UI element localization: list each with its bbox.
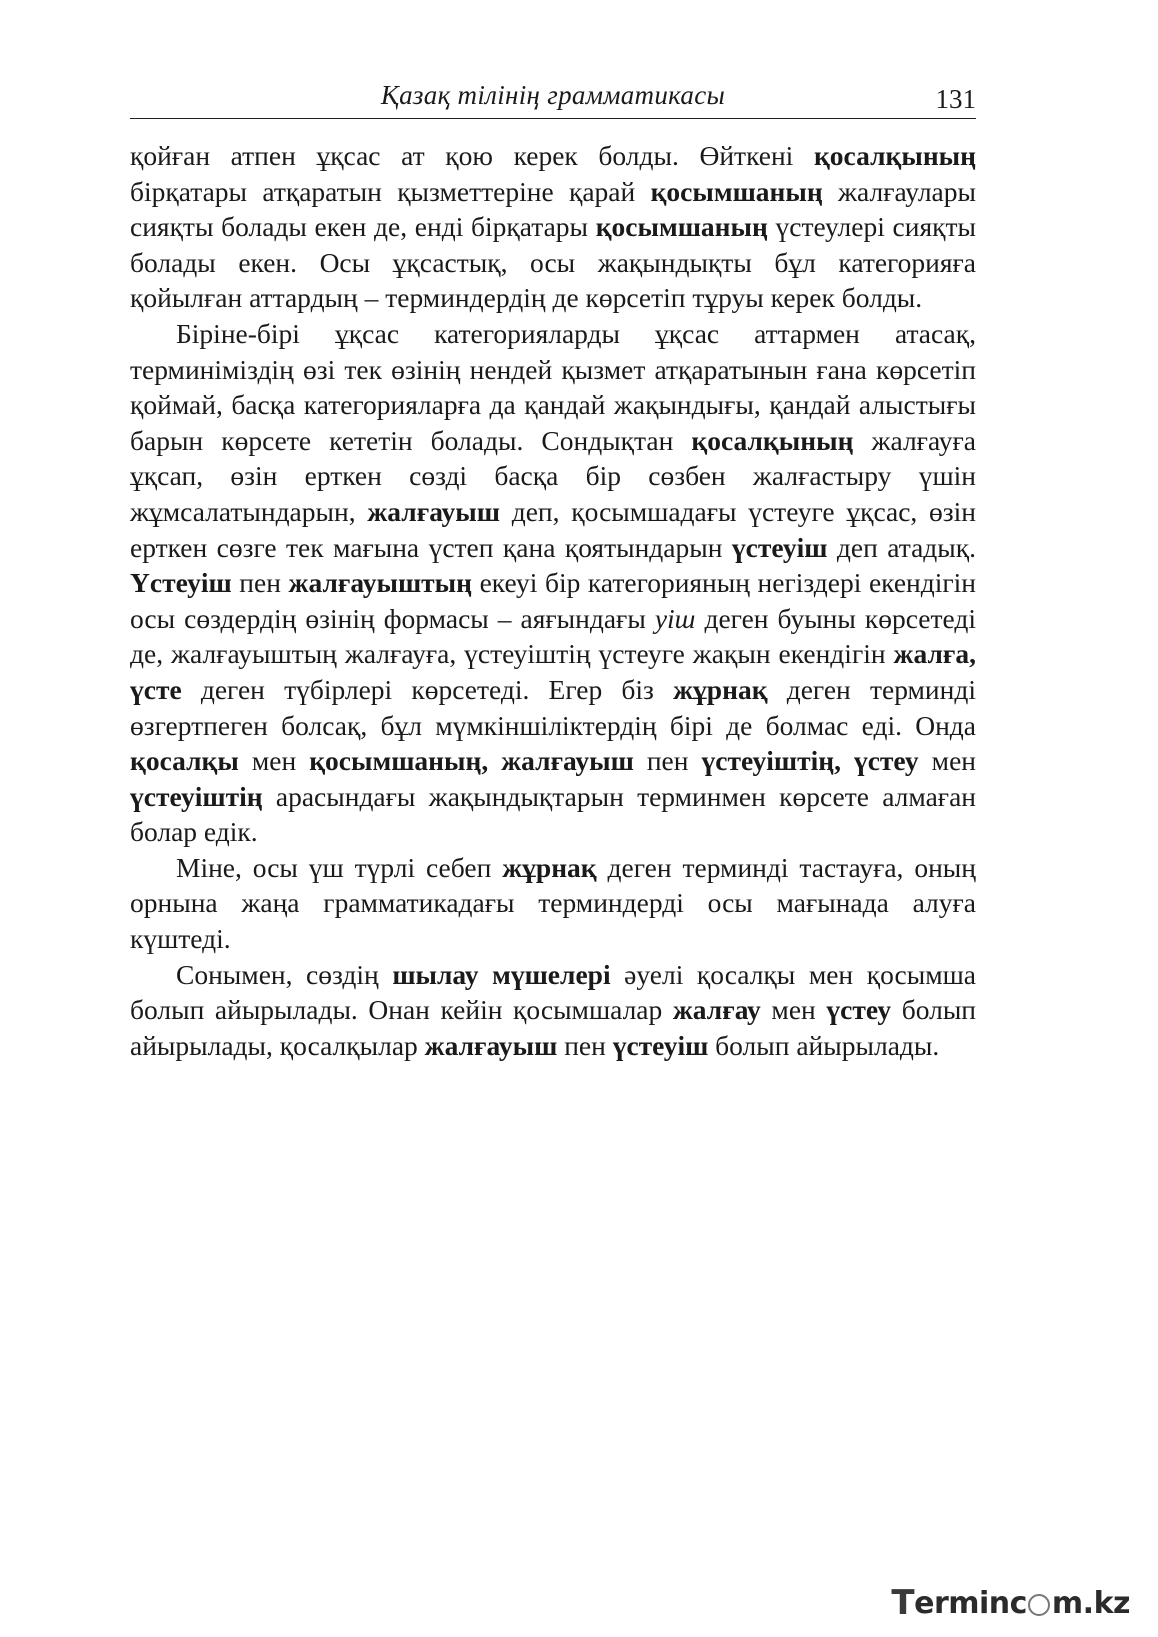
bold-term: жұрнақ [673, 673, 768, 705]
bold-term: үстеуіш [731, 531, 828, 563]
text-run: болып айырылады, қосалқылар [130, 994, 977, 1061]
bold-term: қосалқының [691, 424, 854, 456]
bold-term: қосалқының [813, 140, 976, 171]
text-run: Сонымен, сөздің [176, 958, 393, 990]
text-run: пен [231, 567, 289, 599]
text-run: деген буыны көрсетеді де, жалғауыштың жалғауға, үстеуіштің үстеуге жақын екендігін [130, 602, 976, 670]
text-run: әуелі қосалқы мен қосымша болып айырылады. Онан кейін қосымшалар [130, 958, 976, 1026]
page-header [130, 78, 976, 119]
bold-term: үстеуіштің [130, 780, 263, 812]
paragraph-1 [130, 138, 976, 316]
text-run: үстеулері сияқты болады екен. Осы ұқсастық, осы жақындықты бұл категорияға қойылған аттардың – терминдердің де көрсетіп тұруы керек болды. [130, 211, 976, 314]
bold-term: үстеуіштің, үстеу [701, 745, 919, 777]
page-number: 131 [935, 84, 976, 114]
bold-term: жалғауыш [367, 495, 500, 527]
site-watermark-logo [891, 1583, 1130, 1623]
text-run: болып айырылады. [708, 1029, 940, 1061]
text-run: бірқатары атқаратын қызметтеріне қарай [130, 175, 651, 207]
watermark-text-part2: m.kz [1051, 1585, 1130, 1621]
text-run: Міне, осы үш түрлі себеп [176, 851, 503, 883]
text-run: деген терминді өзгертпеген болсақ, бұл мүмкіншіліктердің бірі де болмас еді. Онда [130, 673, 976, 741]
italic-term: уіш [654, 602, 696, 634]
text-run: пен [633, 745, 702, 777]
running-title: Қазақ тілінің грамматикасы [380, 80, 726, 110]
text-run: арасындағы жақындықтарын терминмен көрсете алмаған болар едік. [130, 780, 976, 848]
text-run: мен [918, 745, 977, 777]
bold-term: Үстеуіш [130, 567, 232, 599]
text-run: жалғаулары сияқты болады екен де, енді бірқатары [130, 175, 976, 243]
text-run: деп атадық. [827, 531, 976, 563]
body-text [130, 138, 976, 1063]
bold-term: шылау мүшелері [392, 958, 611, 990]
text-run: қойған атпен ұқсас ат қою керек болды. Өйткені [130, 140, 814, 171]
bold-term: қосалқы [130, 745, 239, 777]
text-run: деп, қосымшадағы үстеуге ұқсас, өзін ерткен сөзге тек мағына үстеп қана қоятындарын [130, 495, 977, 563]
bold-term: қосымшаның [595, 211, 768, 243]
bold-term: жалға, үсте [130, 638, 976, 705]
text-run: жалғауға ұқсап, өзін ерткен сөзді басқа бір сөзбен жалғастыру үшін жұмсалатындарын, [130, 424, 976, 527]
watermark-o-icon [1028, 1594, 1050, 1616]
bold-term: жалғауыш [424, 1029, 558, 1061]
text-run: мен [760, 994, 827, 1026]
paragraph-3 [130, 850, 976, 957]
bold-term: жұрнақ [502, 851, 597, 883]
text-run: пен [557, 1029, 613, 1061]
bold-term: үстеу [826, 994, 892, 1026]
paragraph-4 [130, 957, 976, 1064]
bold-term: үстеуіш [612, 1029, 709, 1061]
bold-term: қосымшаның, жалғауыш [309, 745, 634, 777]
paragraph-2 [130, 316, 976, 850]
text-run: Біріне-бірі ұқсас категорияларды ұқсас аттармен атасақ, терминіміздің өзі тек өзінің нендей қызмет атқаратынын ғана көрсетіп қоймай, басқа категорияларға да қандай жақындығы, қандай алыстығы барын көрсете кететін болады. Сондықтан [130, 317, 976, 456]
bold-term: қосымшаның [650, 175, 823, 207]
bold-term: жалғауыштың [288, 567, 472, 599]
text-run: мен [238, 745, 310, 777]
text-run: деген түбірлері көрсетеді. Егер біз [181, 673, 674, 705]
bold-term: жалғау [672, 994, 761, 1026]
text-run: деген терминді тастауға, оның орнына жаңа грамматикадағы терминдерді осы мағынада алуға күштеді. [130, 851, 976, 955]
watermark-t-letter: T [891, 1583, 915, 1623]
text-run: екеуі бір категорияның негіздері екендігін осы сөздердің өзінің формасы – аяғындағы [130, 567, 977, 634]
watermark-text-part1: erminc [914, 1585, 1027, 1621]
